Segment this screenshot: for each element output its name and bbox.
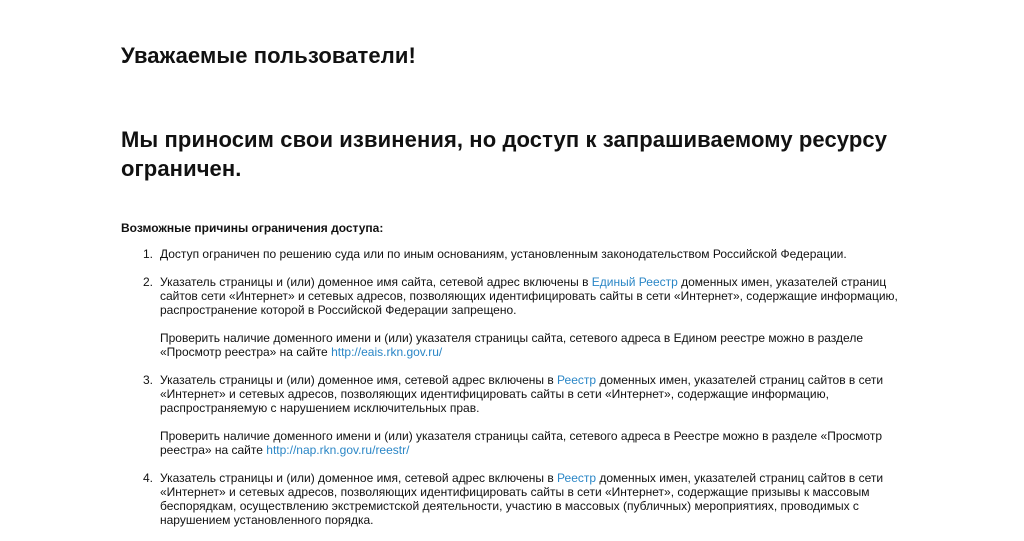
- reason-text-before-link: Указатель страницы и (или) доменное имя сайта, сетевой адрес включены в: [160, 275, 592, 289]
- reason-item-2: [121, 275, 901, 359]
- nap-site-link[interactable]: http://nap.rkn.gov.ru/reestr/: [266, 443, 410, 457]
- registry-check-note: [160, 331, 901, 359]
- check-text: Проверить наличие доменного имени и (или) указателя страницы сайта, сетевого адреса в Едином реестре можно в разделе «Просмотр реестра» на сайте: [160, 331, 863, 359]
- reason-text-before-link: Указатель страницы и (или) доменное имя, сетевой адрес включены в: [160, 471, 558, 485]
- reason-text-after-link: доменных имен, указателей страниц сайтов в сети «Интернет» и сетевых адресов, позволяющих идентифицировать сайты в сети «Интернет», содержащие информацию, распространяемую с нарушением исключительных прав.: [160, 373, 884, 415]
- reasons-list: [121, 247, 901, 541]
- reason-text-after-link: доменных имен, указателей страниц сайтов в сети «Интернет» и сетевых адресов, позволяющих идентифицировать сайты в сети «Интернет», содержащие призывы к массовым беспорядкам, осуществлению экстремистской деятельности, участию в массовых (публичных) мероприятиях, проводимых с нарушением установленного порядка.: [160, 471, 884, 527]
- reason-text: [160, 275, 901, 317]
- reason-number: 1.: [143, 247, 154, 261]
- reason-text-before-link: Указатель страницы и (или) доменное имя, сетевой адрес включены в: [160, 373, 558, 387]
- eais-site-link[interactable]: http://eais.rkn.gov.ru/: [331, 345, 443, 359]
- reason-number: 2.: [143, 275, 154, 289]
- unified-registry-link[interactable]: Единый Реестр: [591, 275, 678, 289]
- reason-number: 4.: [143, 471, 154, 485]
- check-text: Проверить наличие доменного имени и (или) указателя страницы сайта, сетевого адреса в Реестре можно в разделе «Просмотр реестра» на сайте: [160, 429, 883, 457]
- registry-link[interactable]: Реестр: [557, 471, 597, 485]
- registry-link[interactable]: Реестр: [557, 373, 597, 387]
- reason-number: 3.: [143, 373, 154, 387]
- reason-text: [160, 471, 901, 527]
- reason-text: [160, 373, 901, 415]
- access-restricted-message: Мы приносим свои извинения, но доступ к запрашиваемому ресурсу ограничен.: [121, 127, 888, 181]
- greeting-heading: Уважаемые пользователи!: [121, 43, 416, 68]
- reason-text-after-link: доменных имен, указателей страниц сайтов сети «Интернет» и сетевых адресов, позволяющих идентифицировать сайты в сети «Интернет», содержащие информацию, распространение которой в Российской Федерации запрещено.: [160, 275, 898, 317]
- reasons-heading: Возможные причины ограничения доступа:: [121, 221, 384, 235]
- reason-item-3: [121, 373, 901, 457]
- reason-item-4: [121, 471, 901, 527]
- registry-check-note: [160, 429, 901, 457]
- reason-text: Доступ ограничен по решению суда или по иным основаниям, установленным законодательством Российской Федерации.: [160, 247, 847, 261]
- reason-item-1: [121, 247, 901, 261]
